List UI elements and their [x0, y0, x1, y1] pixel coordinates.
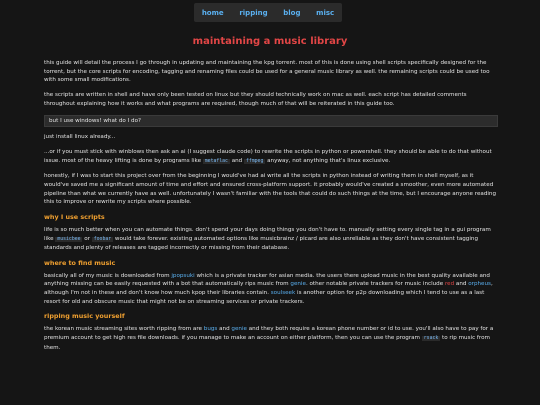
link-soulseek[interactable]: soulseek	[270, 290, 296, 297]
intro-p4-text-b: anyway, not anything that's linux exclusive.	[267, 157, 391, 164]
article-body	[44, 59, 498, 358]
link-genie-2[interactable]: genie	[231, 326, 247, 333]
nav-link-misc[interactable]: misc	[316, 8, 335, 17]
code-metaflac: metaflac	[204, 158, 228, 164]
windows-question-box[interactable]: but I use windows! what do I do?	[44, 115, 498, 128]
intro-paragraph-3: just install linux already...	[44, 134, 116, 141]
ripping-text-a: the korean music streaming sites worth ripping from are	[44, 326, 202, 333]
heading-where-to-find: where to find music	[44, 258, 116, 267]
heading-ripping-music: ripping music yourself	[44, 312, 125, 321]
where-text-e: is another option for p2p downloading which I tend to use as a last resort for old and obscure music that might not be on streaming services or private trackers.	[44, 290, 485, 305]
intro-paragraph-5: honestly, if I was to start this project over from the beginning I would've had ai write all the scripts in python instead of writing them in shell myself, as it would've saved me a significant amount of time and effort and ensured cross-platform support. it probably would've created a smoother, even more automated pipeline than what we currently have as well. unfortunately I wasn't familiar with the tools that could do such things at the time, but I encourage anyone reading this to improve or rewrite my scripts where possible.	[44, 173, 497, 206]
ripping-paragraph	[44, 325, 498, 352]
where-text-a: basically all of my music is downloaded from	[44, 272, 170, 279]
link-orpheus[interactable]: orpheus	[468, 281, 491, 288]
code-musicbee: musicbee	[57, 236, 81, 242]
intro-p4-and: and	[231, 157, 243, 164]
code-rsack: rsack	[423, 335, 439, 341]
where-paragraph	[44, 272, 498, 307]
where-text-c: . other notable private trackers for music include	[305, 281, 444, 288]
link-bugs[interactable]: bugs	[203, 326, 218, 333]
ripping-text-b: and they both require a korean phone number or id to use. you'll also have to pay for a premium account to get high res file downloads. if you manage to make an account on either platform, then you can use the program	[44, 326, 494, 341]
scripts-paragraph	[44, 226, 498, 253]
link-jpopsuki[interactable]: jpopsuki	[171, 272, 195, 279]
intro-paragraph-1: this guide will detail the process I go through in updating and maintaining the kpg torrent. most of this is done using shell scripts specifically designed for the torrent, but the core scripts for encoding, tagging and renaming files could be used for a general music library as well. the remaining scripts could be used too with some small modifications.	[44, 60, 490, 84]
intro-paragraph-4	[44, 148, 498, 166]
scripts-text-b: would take forever. existing automated options like musicbrainz / picard are also unreliable as they don't have consistent tagging standards and plenty of releases are tagged incorrectly or missing from their database.	[44, 235, 479, 252]
link-red[interactable]: red	[444, 281, 455, 288]
scripts-or: or	[84, 235, 90, 242]
where-text-b: which is a private tracker for asian media. the users there upload music in the best quality available and anything missing can be easily requested with a bot that automatically rips music from	[44, 272, 490, 288]
ripping-text-c: to rip music from them.	[44, 334, 490, 351]
intro-p4-text-a: ...or if you must stick with winblows then ask an ai (I suggest claude code) to rewrite the scripts in python or powershell. they should be able to do that without issue. most of the heavy lifting is done by programs like	[44, 148, 492, 164]
code-ffmpeg: ffmpeg	[246, 158, 264, 164]
nav-link-home[interactable]: home	[201, 8, 224, 17]
top-nav	[194, 3, 342, 22]
heading-why-scripts: why I use scripts	[44, 213, 105, 222]
page-title: maintaining a music library	[192, 36, 348, 47]
ripping-and: and	[219, 326, 230, 333]
where-text-d: , although I'm not in these and don't know how much kpop their libraries contain.	[44, 281, 493, 297]
intro-paragraph-2: the scripts are written in shell and have only been tested on linux but they should technically work on mac as well. each script has detailed comments throughout explaining how it works and what programs are required, though much of that will be reiterated in this guide too.	[44, 92, 467, 107]
nav-link-ripping[interactable]: ripping	[239, 8, 268, 17]
nav-link-blog[interactable]: blog	[283, 8, 301, 17]
code-foobar: foobar	[93, 236, 112, 242]
where-and: and	[455, 281, 467, 288]
scripts-text-a: life is so much better when you can automate things. don't spend your days doing things you don't have to. manually setting every single tag in a gui program like	[44, 226, 491, 242]
link-genie[interactable]: genie	[290, 281, 306, 288]
